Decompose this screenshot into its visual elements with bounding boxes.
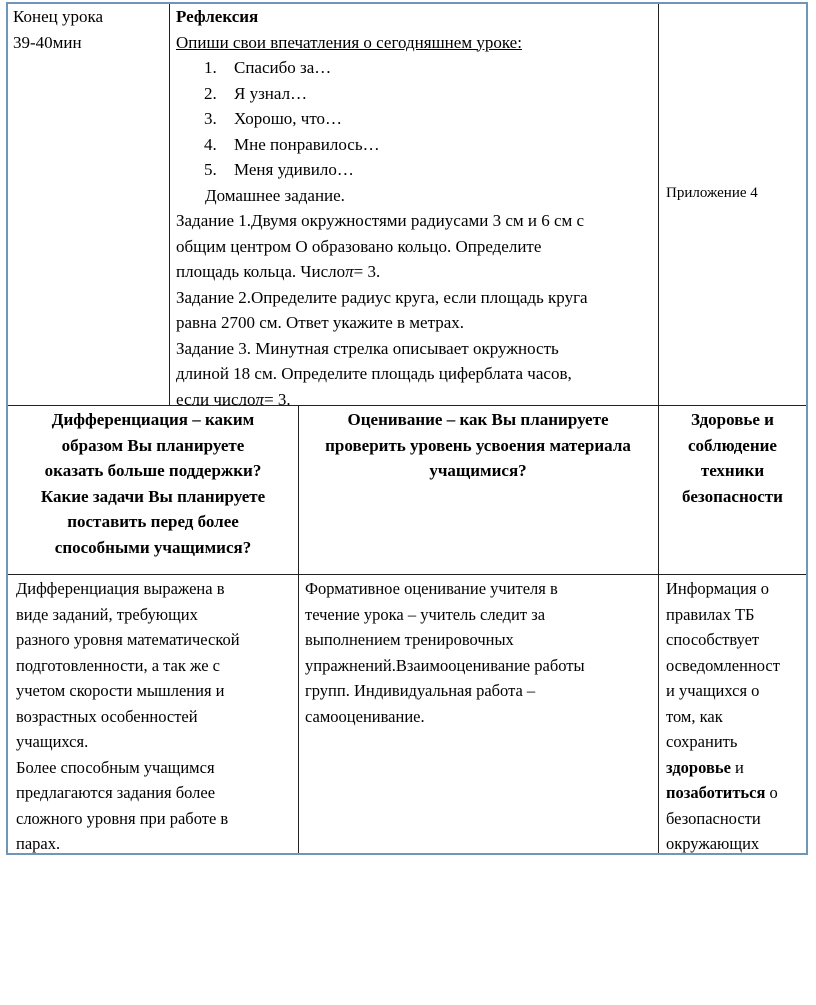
health-text: Информация о правилах ТБ способствует осведомленност и учащихся о том, как сохранить здоровье и позаботиться о безопасности окружающих: [666, 579, 780, 853]
col-divider-stage: [169, 4, 170, 405]
differentiation-text: Дифференциация выражена в виде заданий, требующих разного уровня математической подготовленности, а так же с учетом скорости мышления и возрастных особенностей учащихся. Более способным учащимся предлагаются задания более сложного уровня при работе в парах.: [16, 579, 240, 853]
task-2: Задание 2.Определите радиус круга, если площадь круга равна 2700 см. Ответ укажите в метрах.: [176, 287, 588, 332]
resource-cell: [666, 183, 804, 203]
task-1: Задание 1.Двумя окружностями радиусами 3 см и 6 см с общим центром О образовано кольцо. Определите площадь кольца. Числоπ= 3.: [176, 211, 585, 281]
row-divider-2: [8, 574, 806, 575]
lesson-stage-cell: [13, 4, 167, 55]
reflection-title: Рефлексия: [176, 7, 259, 26]
header-health: Здоровье и соблюдение техники безопасности: [682, 410, 783, 506]
list-item: 2. Я узнал…: [204, 83, 308, 103]
assessment-text: Формативное оценивание учителя в течение урока – учитель следит за выполнением тренировочных упражнений.Взаимооценивание работы групп. Индивидуальная работа – самооценивание.: [305, 579, 585, 726]
homework-title: Домашнее задание.: [205, 185, 345, 205]
header-differentiation: Дифференциация – каким образом Вы планируете оказать больше поддержки? Какие задачи Вы планируете поставить перед более способными учащимися?: [40, 410, 266, 557]
list-item: 5. Меня удивило…: [204, 160, 354, 179]
task-3: Задание 3. Минутная стрелка описывает окружность длиной 18 см. Определите площадь циферблата часов, если числоπ= 3.: [176, 338, 572, 409]
list-item: 4. Мне понравилось…: [204, 134, 380, 154]
lesson-stage-line-1: Конец урока: [13, 7, 104, 26]
header-assessment: Оценивание – как Вы планируете проверить уровень усвоения материала учащимися?: [325, 410, 631, 480]
reflection-list: [176, 55, 656, 183]
lesson-stage-line-2: 39-40мин: [13, 32, 82, 52]
resource-label: Приложение 4: [666, 185, 758, 201]
reflection-prompt: Опиши свои впечатления о сегодняшнем уроке:: [176, 32, 522, 52]
reflection-cell: [176, 4, 656, 412]
list-item: 3. Хорошо, что…: [204, 109, 343, 128]
list-item: 1. Спасибо за…: [204, 58, 332, 77]
